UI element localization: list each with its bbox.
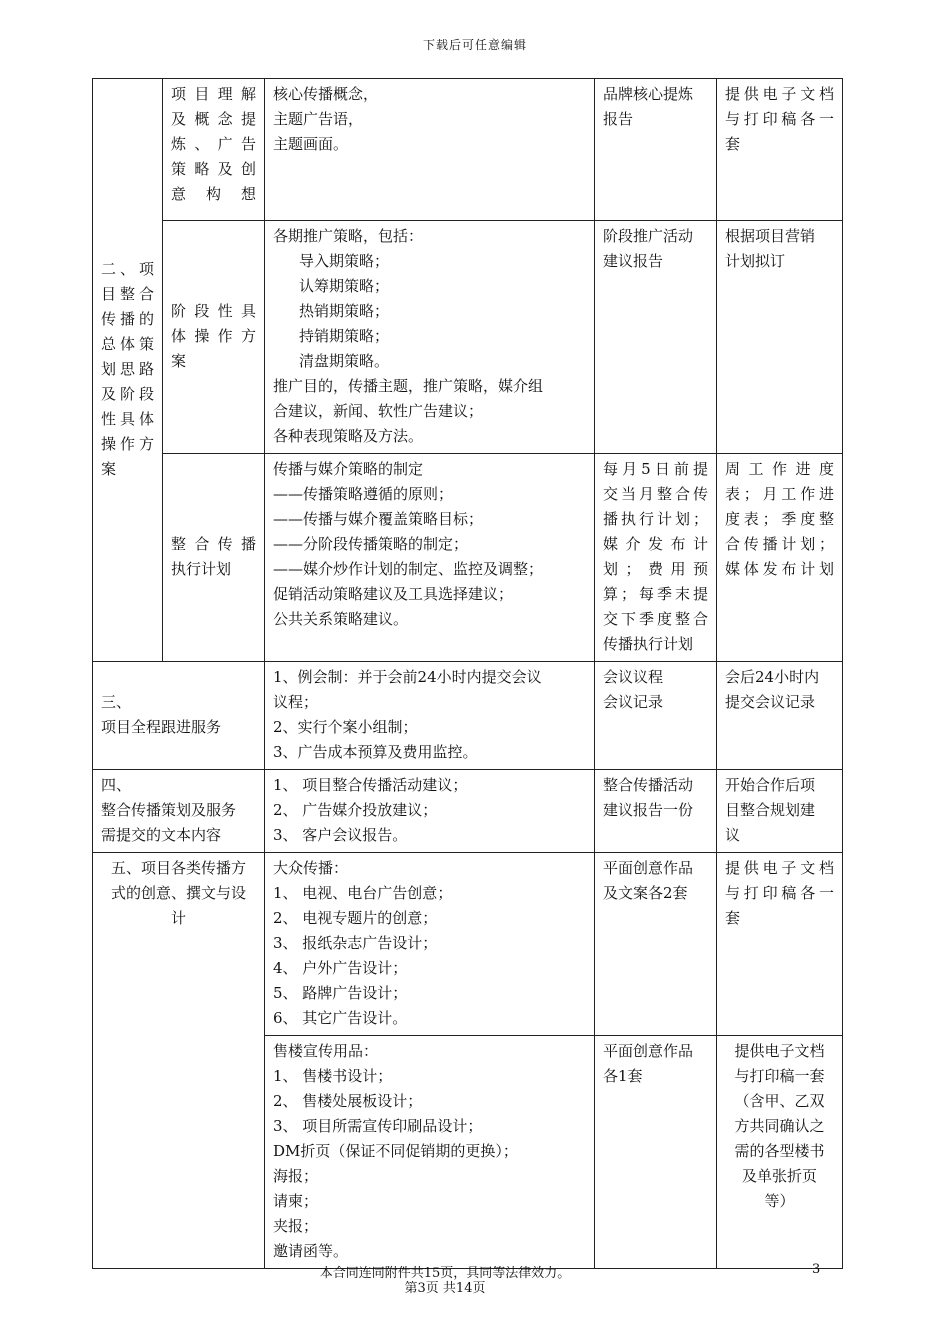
- cell-text-line: 1、 电视、电台广告创意；: [273, 884, 453, 902]
- cell-text-line: 主题画面。: [273, 135, 349, 153]
- footer-page-number: 3: [812, 1262, 821, 1277]
- cell-text-line: 炼、广告: [171, 135, 256, 153]
- cell-text-line: 传播执行计划: [603, 635, 694, 653]
- cell-text-line: 整合传播: [171, 535, 256, 553]
- cell-text-line: DM折页（保证不同促销期的更换）；: [273, 1142, 518, 1160]
- cell-text-line: 策略及创: [171, 160, 256, 178]
- cell-text-line: 三、: [101, 693, 132, 711]
- section-title-cell: [93, 662, 265, 770]
- cell-text-line: 2、 广告媒介投放建议；: [273, 801, 438, 819]
- remark-cell: [717, 454, 843, 662]
- cell-text-line: 1、 售楼书设计；: [273, 1067, 393, 1085]
- section5-title: [101, 856, 256, 931]
- cell-text-line: 3、广告成本预算及费用监控。: [273, 743, 478, 761]
- cell-text-line: 阶段性具: [171, 302, 256, 320]
- cell-text-line: 3、 报纸杂志广告设计；: [273, 934, 438, 952]
- cell-text-line: 各期推广策略，包括：: [273, 227, 424, 245]
- cell-text-line: 算；每季末提: [603, 585, 708, 603]
- cell-text-line: 套: [725, 135, 741, 153]
- cell-text-line: 表；月工作进: [725, 485, 834, 503]
- section-title-cell: [93, 770, 265, 853]
- cell-text-line: 需的各型楼书: [734, 1142, 825, 1160]
- cell-text-line: 体操作方: [171, 327, 256, 345]
- cell-text-line: 夹报；: [273, 1217, 319, 1235]
- cell-text-line: 交下季度整合: [603, 610, 708, 628]
- cell-text-line: 传播与媒介策略的制定: [273, 460, 424, 478]
- cell-text-line: 媒体发布计划: [725, 560, 834, 578]
- cell-text-line: 提供电子文档: [725, 859, 834, 877]
- cell-text-line: 建议报告一份: [603, 801, 694, 819]
- deliverable-cell: [595, 454, 717, 662]
- cell-text-line: 划思路: [101, 360, 154, 378]
- cell-text-line: 需提交的文本内容: [101, 826, 222, 844]
- cell-text-line: 二、项: [101, 260, 154, 278]
- cell-text-line: 报告: [603, 110, 634, 128]
- content-cell: [265, 853, 595, 1036]
- cell-text-line: 3、 客户会议报告。: [273, 826, 408, 844]
- cell-text-line: 1、 项目整合传播活动建议；: [273, 776, 468, 794]
- content-cell: [265, 662, 595, 770]
- remark-cell: [717, 770, 843, 853]
- cell-text-line: 与打印稿各一: [725, 884, 834, 902]
- cell-text-line: 清盘期策略。: [299, 352, 390, 370]
- cell-text-line: 项目全程跟进服务: [101, 718, 222, 736]
- content-cell: [265, 454, 595, 662]
- cell-text-line: 公共关系策略建议。: [273, 610, 409, 628]
- cell-text-line: 1、例会制：并于会前24小时内提交会议: [273, 668, 542, 686]
- item-cell: [163, 221, 265, 454]
- table-row: [93, 662, 843, 770]
- cell-text-line: 促销活动策略建议及工具选择建议；: [273, 585, 514, 603]
- cell-text-line: 售楼宣传用品：: [273, 1042, 379, 1060]
- cell-text-line: 媒介发布计: [603, 535, 708, 553]
- section4-title: [101, 773, 256, 848]
- cell-text-line: 意构想: [171, 185, 256, 203]
- cell-text-line: 及概念提: [171, 110, 256, 128]
- remark-cell: [717, 662, 843, 770]
- cell-text-line: 与打印稿一套: [734, 1067, 825, 1085]
- cell-text-line: 总体策: [101, 335, 154, 353]
- cell-text-line: 各1套: [603, 1067, 643, 1085]
- cell-text-line: 案: [171, 352, 187, 370]
- cell-text-line: 认筹期策略；: [299, 277, 390, 295]
- cell-text-line: 与打印稿各一: [725, 110, 834, 128]
- section3-title: [101, 690, 256, 740]
- cell-text-line: ——媒介炒作计划的制定、监控及调整；: [273, 560, 544, 578]
- cell-text-line: 会议记录: [603, 693, 664, 711]
- section2-title: [101, 257, 154, 482]
- section-title-cell: [93, 853, 265, 1269]
- cell-text-line: 持销期策略；: [299, 327, 390, 345]
- footer-page-count: 第3页 共14页: [404, 1281, 486, 1296]
- cell-text-line: 4、 户外广告设计；: [273, 959, 408, 977]
- cell-text-line: 热销期策略；: [299, 302, 390, 320]
- cell-text-line: 阶段推广活动: [603, 227, 694, 245]
- cell-text-line: 目整合规划建: [725, 801, 816, 819]
- content-cell: [265, 1036, 595, 1269]
- content-cell: [265, 221, 595, 454]
- deliverable-cell: [595, 770, 717, 853]
- cell-text-line: 根据项目营销: [725, 227, 816, 245]
- cell-text-line: 计划拟订: [725, 252, 786, 270]
- cell-text-line: 方共同确认之: [734, 1117, 825, 1135]
- cell-text-line: 五、项目各类传播方: [110, 859, 246, 877]
- cell-text-line: 每月5日前提: [603, 460, 708, 478]
- cell-text-line: 各种表现策略及方法。: [273, 427, 424, 445]
- cell-text-line: 会后24小时内: [725, 668, 820, 686]
- cell-text-line: 式的创意、撰文与设: [110, 884, 246, 902]
- service-scope-table: [92, 78, 843, 1269]
- cell-text-line: 执行计划: [171, 560, 232, 578]
- cell-text-line: 2、 售楼处展板设计；: [273, 1092, 423, 1110]
- cell-text-line: 建议报告: [603, 252, 664, 270]
- deliverable-cell: [595, 221, 717, 454]
- table-row: [93, 770, 843, 853]
- cell-text-line: ——传播与媒介覆盖策略目标；: [273, 510, 484, 528]
- cell-text-line: 整合传播策划及服务: [101, 801, 237, 819]
- cell-text-line: 合传播计划；: [725, 535, 834, 553]
- cell-text-line: 核心传播概念，: [273, 85, 379, 103]
- item-cell: [163, 454, 265, 662]
- cell-text-line: 播执行计划；: [603, 510, 708, 528]
- cell-text-line: 四、: [101, 776, 132, 794]
- cell-text-line: 目整合: [101, 285, 154, 303]
- cell-text-line: 请柬；: [273, 1192, 319, 1210]
- content-cell: [265, 770, 595, 853]
- deliverable-cell: [595, 853, 717, 1036]
- cell-text-line: 整合传播活动: [603, 776, 694, 794]
- cell-text-line: 3、 项目所需宣传印刷品设计；: [273, 1117, 483, 1135]
- cell-text-line: 提供电子文档: [725, 85, 834, 103]
- deliverable-cell: [595, 79, 717, 221]
- section-title-cell: [93, 79, 163, 662]
- remark-cell: [717, 1036, 843, 1269]
- cell-text-line: 套: [725, 909, 741, 927]
- cell-text-line: 及单张折页: [741, 1167, 817, 1185]
- cell-text-line: 及阶段: [101, 385, 154, 403]
- cell-text-line: 及文案各2套: [603, 884, 688, 902]
- cell-text-line: 合建议，新闻、软性广告建议；: [273, 402, 484, 420]
- cell-text-line: 划；费用预: [603, 560, 708, 578]
- remark-cell: [717, 79, 843, 221]
- item-cell: [163, 79, 265, 221]
- remark-cell: [717, 853, 843, 1036]
- cell-text-line: 周工作进度: [725, 460, 834, 478]
- cell-text-line: ——传播策略遵循的原则；: [273, 485, 454, 503]
- cell-text-line: 操作方: [101, 435, 154, 453]
- table-row: [93, 454, 843, 662]
- cell-text-line: 开始合作后项: [725, 776, 816, 794]
- cell-text-line: 2、实行个案小组制；: [273, 718, 418, 736]
- content-cell: [265, 79, 595, 221]
- cell-text-line: 提供电子文档: [734, 1042, 825, 1060]
- cell-text-line: 议程；: [273, 693, 319, 711]
- table-row: [93, 853, 843, 1036]
- page-header-note: 下载后可任意编辑: [422, 38, 527, 52]
- cell-text-line: 大众传播：: [273, 859, 349, 877]
- footer-contract-note: 本合同连同附件共15页，具同等法律效力。: [319, 1266, 571, 1281]
- cell-text-line: 2、 电视专题片的创意；: [273, 909, 438, 927]
- cell-text-line: 性具体: [101, 410, 154, 428]
- table-row: [93, 79, 843, 221]
- cell-text-line: 品牌核心提炼: [603, 85, 694, 103]
- cell-text-line: 等）: [764, 1192, 795, 1210]
- cell-text-line: 主题广告语，: [273, 110, 364, 128]
- cell-text-line: 导入期策略；: [299, 252, 390, 270]
- cell-text-line: ——分阶段传播策略的制定；: [273, 535, 469, 553]
- cell-text-line: 6、 其它广告设计。: [273, 1009, 408, 1027]
- cell-text-line: 案: [101, 460, 117, 478]
- cell-text-line: 邀请函等。: [273, 1242, 349, 1260]
- cell-text-line: 推广目的，传播主题，推广策略，媒介组: [273, 377, 544, 395]
- cell-text-line: 平面创意作品: [603, 1042, 694, 1060]
- remark-cell: [717, 221, 843, 454]
- cell-text-line: 会议议程: [603, 668, 664, 686]
- deliverable-cell: [595, 662, 717, 770]
- cell-text-line: （含甲、乙双: [734, 1092, 825, 1110]
- cell-text-line: 平面创意作品: [603, 859, 694, 877]
- cell-text-line: 提交会议记录: [725, 693, 816, 711]
- cell-text-line: 传播的: [101, 310, 154, 328]
- cell-text-line: 交当月整合传: [603, 485, 708, 503]
- table-row: [93, 221, 843, 454]
- cell-text-line: 海报；: [273, 1167, 319, 1185]
- cell-text-line: 5、 路牌广告设计；: [273, 984, 408, 1002]
- deliverable-cell: [595, 1036, 717, 1269]
- cell-text-line: 议: [725, 826, 741, 844]
- cell-text-line: 度表；季度整: [725, 510, 834, 528]
- cell-text-line: 项目理解: [171, 85, 256, 103]
- cell-text-line: 计: [170, 909, 186, 927]
